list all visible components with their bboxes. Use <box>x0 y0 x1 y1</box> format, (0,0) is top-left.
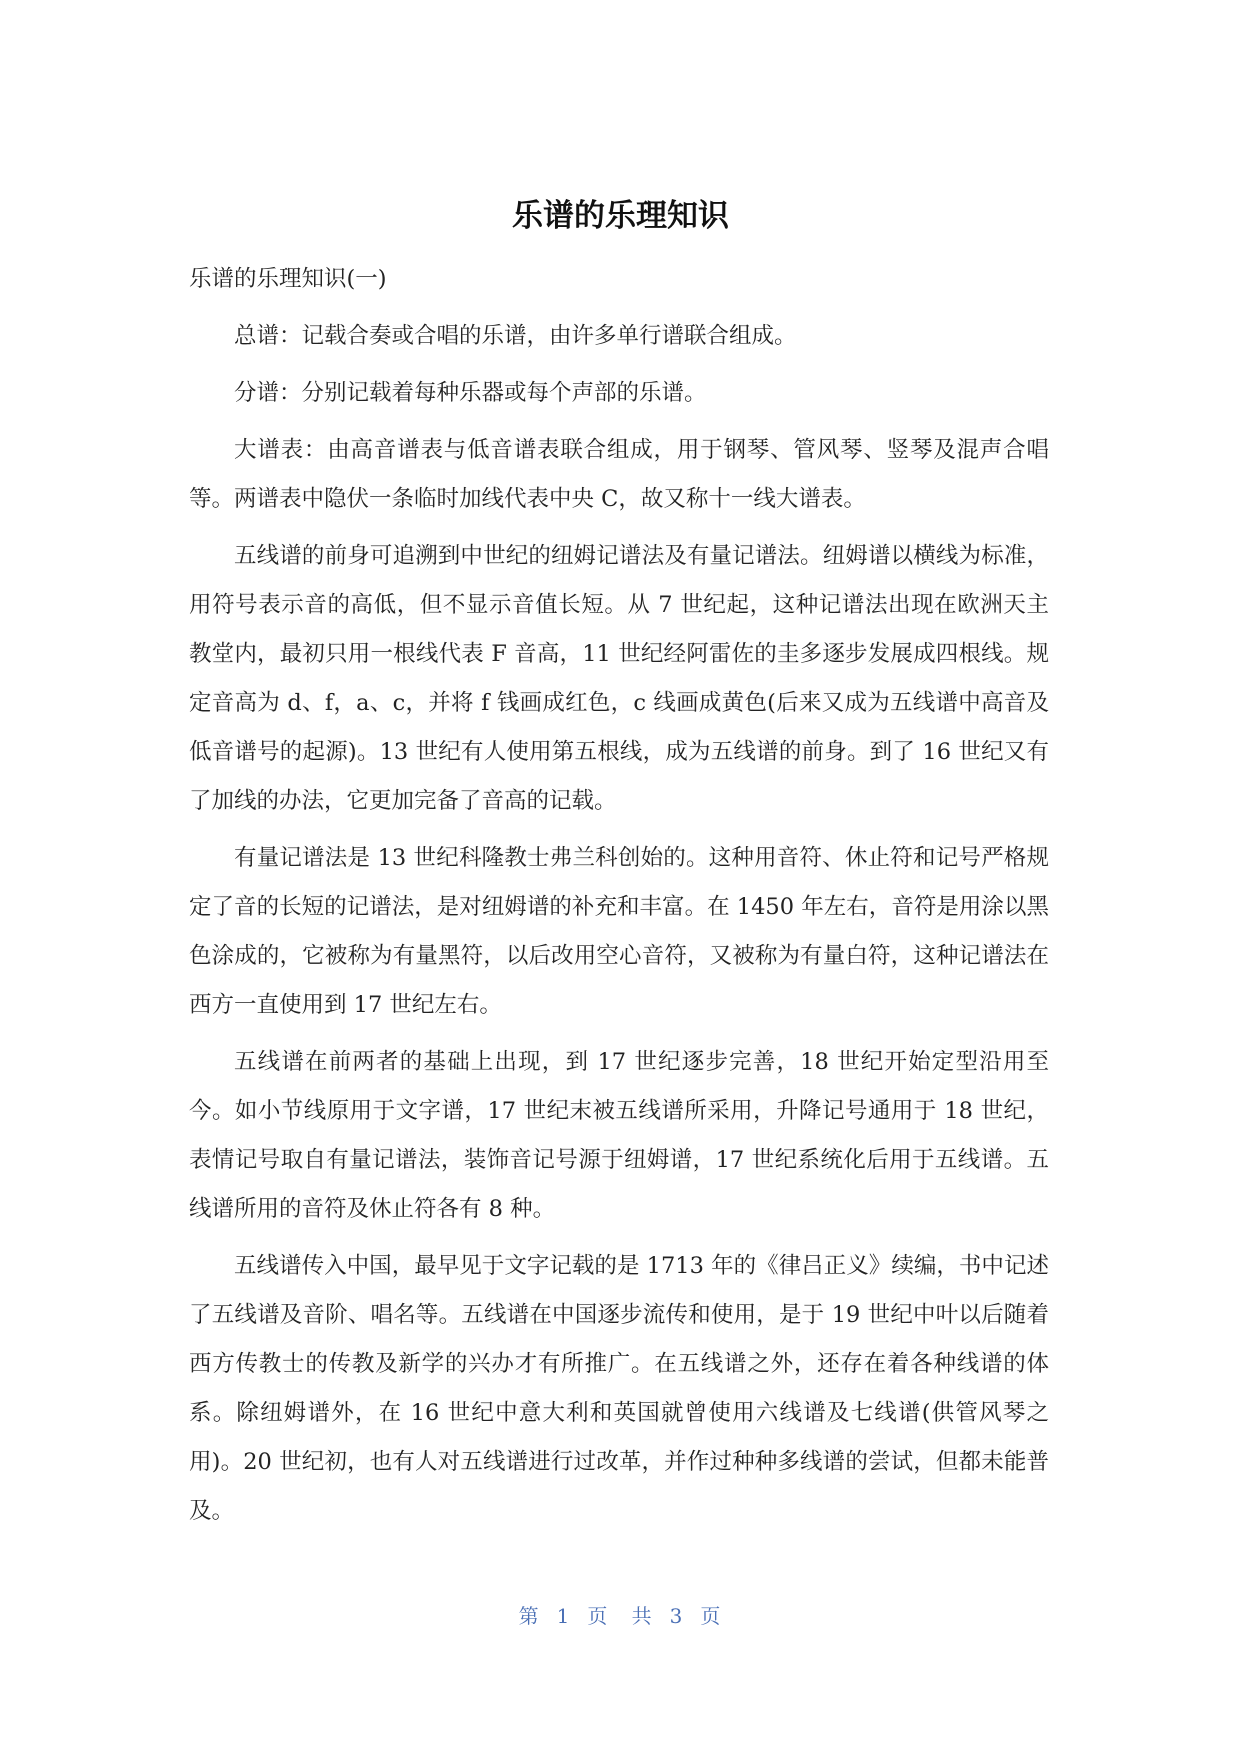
paragraph-part-score: 分谱：分别记载着每种乐器或每个声部的乐谱。 <box>234 380 707 406</box>
paragraph-full-score: 总谱：记载合奏或合唱的乐谱，由许多单行谱联合组成。 <box>234 323 797 349</box>
footer-label-pages: 页 <box>700 1604 723 1628</box>
paragraph-staff-in-china: 五线谱传入中国，最早见于文字记载的是 1713 年的《律吕正义》续编，书中记述了五线谱及音阶、唱名等。五线谱在中国逐步流传和使用，是于 19 世纪中叶以后随着西方传教士的传教及新学的兴办才有所推广。在五线谱之外，还存在着各种线谱的体系。除纽姆谱外，在 16 世纪中意大利和英国就曾使用六线谱及七线谱(供管风琴之用)。20 世纪初，也有人对五线谱进行过改革，并作过种种多线谱的尝试，但都未能普及。 <box>189 1253 1049 1524</box>
footer-total-pages: 3 <box>669 1604 685 1628</box>
section-heading: 乐谱的乐理知识(一) <box>189 266 387 292</box>
footer-current-page: 1 <box>556 1604 572 1628</box>
paragraph-grand-staff: 大谱表：由高音谱表与低音谱表联合组成，用于钢琴、管风琴、竖琴及混声合唱等。两谱表中隐伏一条临时加线代表中央 C，故又称十一线大谱表。 <box>189 437 1049 512</box>
paragraph-staff-origin: 五线谱的前身可追溯到中世纪的纽姆记谱法及有量记谱法。纽姆谱以横线为标准，用符号表示音的高低，但不显示音值长短。从 7 世纪起，这种记谱法出现在欧洲天主教堂内，最初只用一根线代表 F 音高，11 世纪经阿雷佐的圭多逐步发展成四根线。规定音高为 d、f，a、c，并将 f 钱画成红色，c 线画成黄色(后来又成为五线谱中高音及低音谱号的起源)。13 世纪有人使用第五根线，成为五线谱的前身。到了 16 世纪又有了加线的办法，它更加完备了音高的记载。 <box>189 543 1049 814</box>
document-body <box>189 255 1049 1544</box>
paragraph-staff-development: 五线谱在前两者的基础上出现，到 17 世纪逐步完善，18 世纪开始定型沿用至今。如小节线原用于文字谱，17 世纪末被五线谱所采用，升降记号通用于 18 世纪，表情记号取自有量记谱法，装饰音记号源于纽姆谱，17 世纪系统化后用于五线谱。五线谱所用的音符及休止符各有 8 种。 <box>189 1049 1049 1222</box>
footer-label-of: 页 共 <box>587 1604 654 1628</box>
page-footer <box>0 1600 1241 1629</box>
paragraph-mensural-notation: 有量记谱法是 13 世纪科隆教士弗兰科创始的。这种用音符、休止符和记号严格规定了音的长短的记谱法，是对纽姆谱的补充和丰富。在 1450 年左右，音符是用涂以黑色涂成的，它被称为有量黑符，以后改用空心音符，又被称为有量白符，这种记谱法在西方一直使用到 17 世纪左右。 <box>189 845 1049 1018</box>
document-title: 乐谱的乐理知识 <box>512 198 729 234</box>
footer-label-page: 第 <box>518 1604 541 1628</box>
